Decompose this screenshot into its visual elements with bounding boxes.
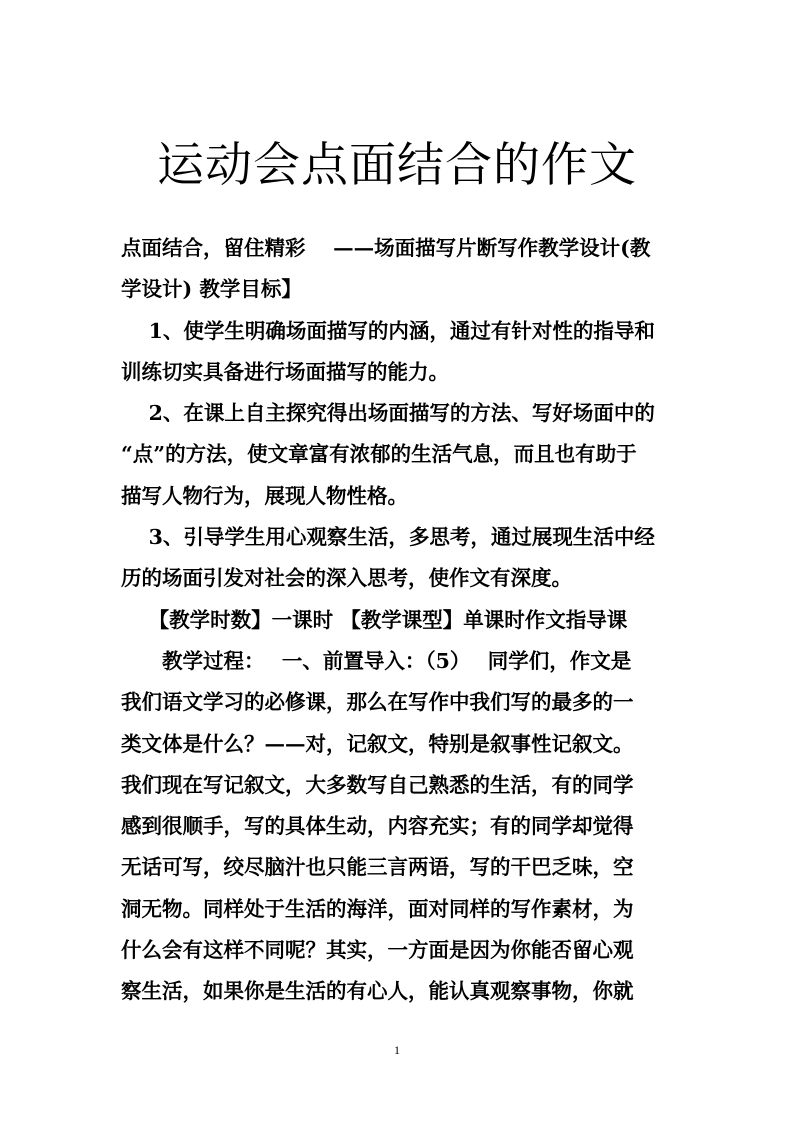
body-line: 我们现在写记叙文，大多数写自己熟悉的生活，有的同学: [121, 772, 634, 797]
body-line: 什么会有这样不同呢？其实，一方面是因为你能否留心观: [121, 938, 634, 963]
body-line: 1、使学生明确场面描写的内涵，通过有针对性的指导和: [121, 318, 655, 343]
body-line: 3、引导学生用心观察生活，多思考，通过展现生活中经: [121, 525, 655, 550]
body-line: 感到很顺手，写的具体生动，内容充实；有的同学却觉得: [121, 814, 634, 839]
body-line: 训练切实具备进行场面描写的能力。: [121, 359, 449, 384]
body-line: 洞无物。同样处于生活的海洋，面对同样的写作素材，为: [121, 896, 634, 921]
body-line: 描写人物行为，展现人物性格。: [121, 483, 408, 508]
body-line: 点面结合，留住精彩 ——场面描写片断写作教学设计(教: [121, 236, 651, 260]
body-line: 教学过程： 一、前置导入：（5） 同学们，作文是: [121, 648, 632, 673]
document-title: 运动会点面结合的作文: [157, 138, 637, 193]
body-line: “点”的方法，使文章富有浓郁的生活气息，而且也有助于: [121, 442, 637, 467]
body-line: 类文体是什么？——对，记叙文，特别是叙事性记叙文。: [121, 731, 634, 756]
body-line: 无话可写，绞尽脑汁也只能三言两语，写的干巴乏味，空: [121, 855, 634, 880]
body-line: 2、在课上自主探究得出场面描写的方法、写好场面中的: [121, 401, 655, 426]
body-line: 察生活，如果你是生活的有心人，能认真观察事物，你就: [121, 979, 634, 1004]
body-line: 历的场面引发对社会的深入思考，使作文有深度。: [121, 566, 572, 591]
body-line: 学设计) 教学目标】: [121, 277, 302, 302]
body-line: 我们语文学习的必修课，那么在写作中我们写的最多的一: [121, 690, 634, 715]
page-number: 1: [394, 1043, 400, 1057]
body-line: 【教学时数】一课时 【教学课型】单课时作文指导课: [121, 607, 628, 632]
document-body: [121, 228, 677, 1013]
